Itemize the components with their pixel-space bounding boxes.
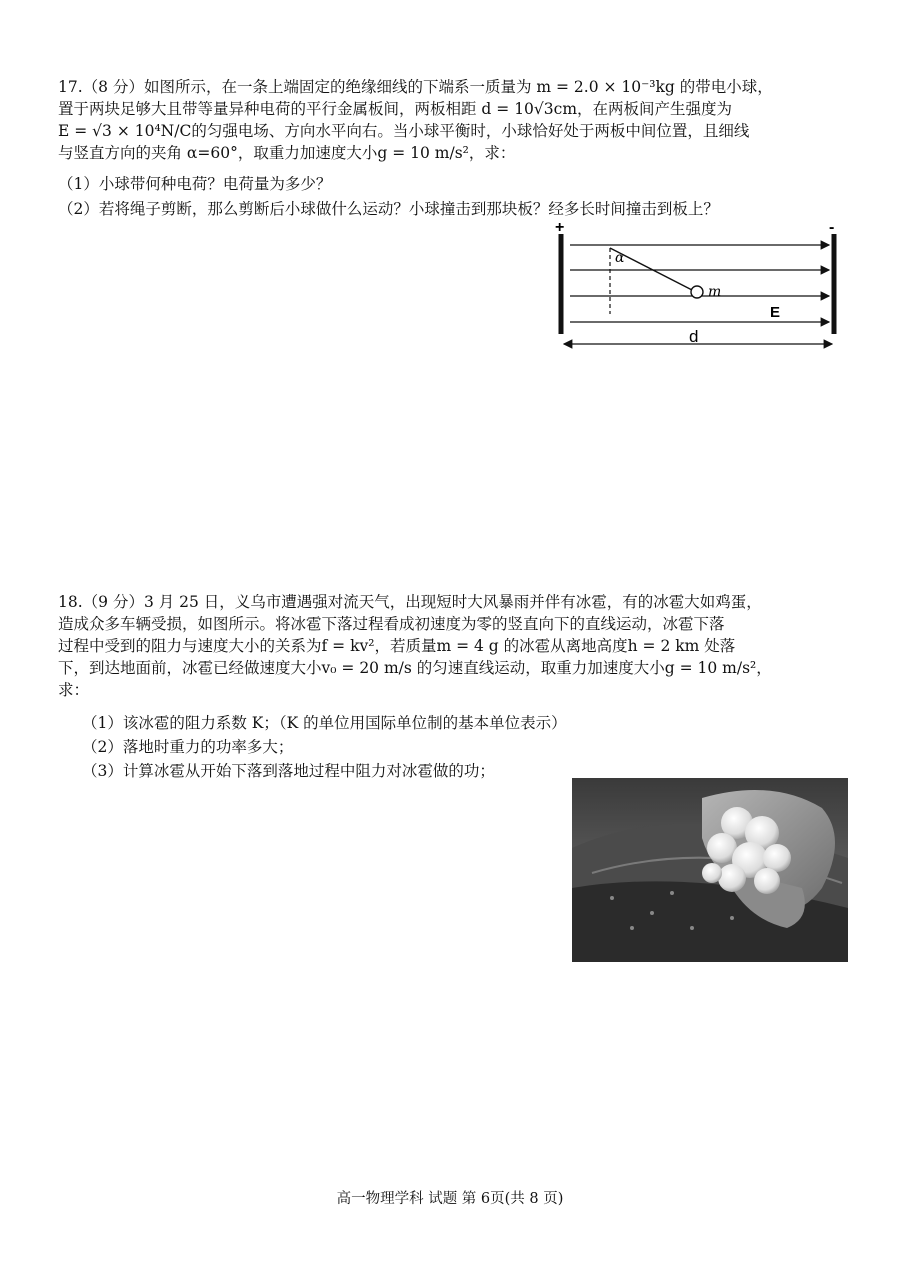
q18-line-3: 过程中受到的阻力与速度大小的关系为f = kv²，若质量m = 4 g 的冰雹从离地高度h = 2 km 处落 (58, 637, 736, 655)
page-footer: 高一物理学科 试题 第 6页(共 8 页) (336, 1191, 564, 1207)
angle-label: α (615, 250, 625, 266)
mass-label: m (708, 284, 722, 300)
q17-subquestion-1: （1）小球带何种电荷？电荷量为多少？ (58, 175, 332, 193)
q17-subquestion-2: （2）若将绳子剪断，那么剪断后小球做什么运动？小球撞击到那块板？经多长时间撞击到板上？ (58, 200, 719, 218)
q17-line-2: 置于两块足够大且带等量异种电荷的平行金属板间，两板相距 d = 10√3cm，在两板间产生强度为 (58, 100, 733, 118)
question-17-text (58, 76, 848, 164)
q18-line-1: 18.（9 分）3 月 25 日，义乌市遭遇强对流天气，出现短时大风暴雨并伴有冰雹，有的冰雹大如鸡蛋， (58, 593, 762, 611)
minus-label: - (829, 222, 835, 236)
question-18-text (58, 591, 848, 701)
q17-line-1: 17.（8 分）如图所示，在一条上端固定的绝缘细线的下端系一质量为 m = 2.0 × 10⁻³kg 的带电小球， (58, 78, 773, 96)
distance-label: d (689, 327, 699, 346)
hailstone-photo (572, 778, 848, 962)
q17-line-3: E = √3 × 10⁴N/C的匀强电场、方向水平向右。当小球平衡时，小球恰好处于两板中间位置，且细线 (58, 122, 750, 140)
q17-line-4: 与竖直方向的夹角 α=60°，取重力加速度大小g = 10 m/s²，求： (58, 144, 516, 162)
q18-line-4: 下，到达地面前，冰雹已经做速度大小v₀ = 20 m/s 的匀速直线运动，取重力加速度大小g = 10 m/s²， (58, 659, 772, 677)
q18-subquestion-1: （1）该冰雹的阻力系数 K；（K 的单位用国际单位制的基本单位表示） (82, 714, 567, 732)
q18-subquestion-2: （2）落地时重力的功率多大； (82, 738, 294, 756)
parallel-plate-figure (552, 222, 848, 354)
q18-line-2: 造成众多车辆受损，如图所示。将冰雹下落过程看成初速度为零的竖直向下的直线运动，冰雹下落 (58, 615, 725, 633)
q18-line-5: 求： (58, 681, 90, 699)
charged-ball (691, 286, 703, 298)
plus-label: + (555, 222, 565, 236)
q18-subquestion-3: （3）计算冰雹从开始下落到落地过程中阻力对冰雹做的功； (82, 762, 495, 780)
field-label: E (770, 304, 781, 321)
